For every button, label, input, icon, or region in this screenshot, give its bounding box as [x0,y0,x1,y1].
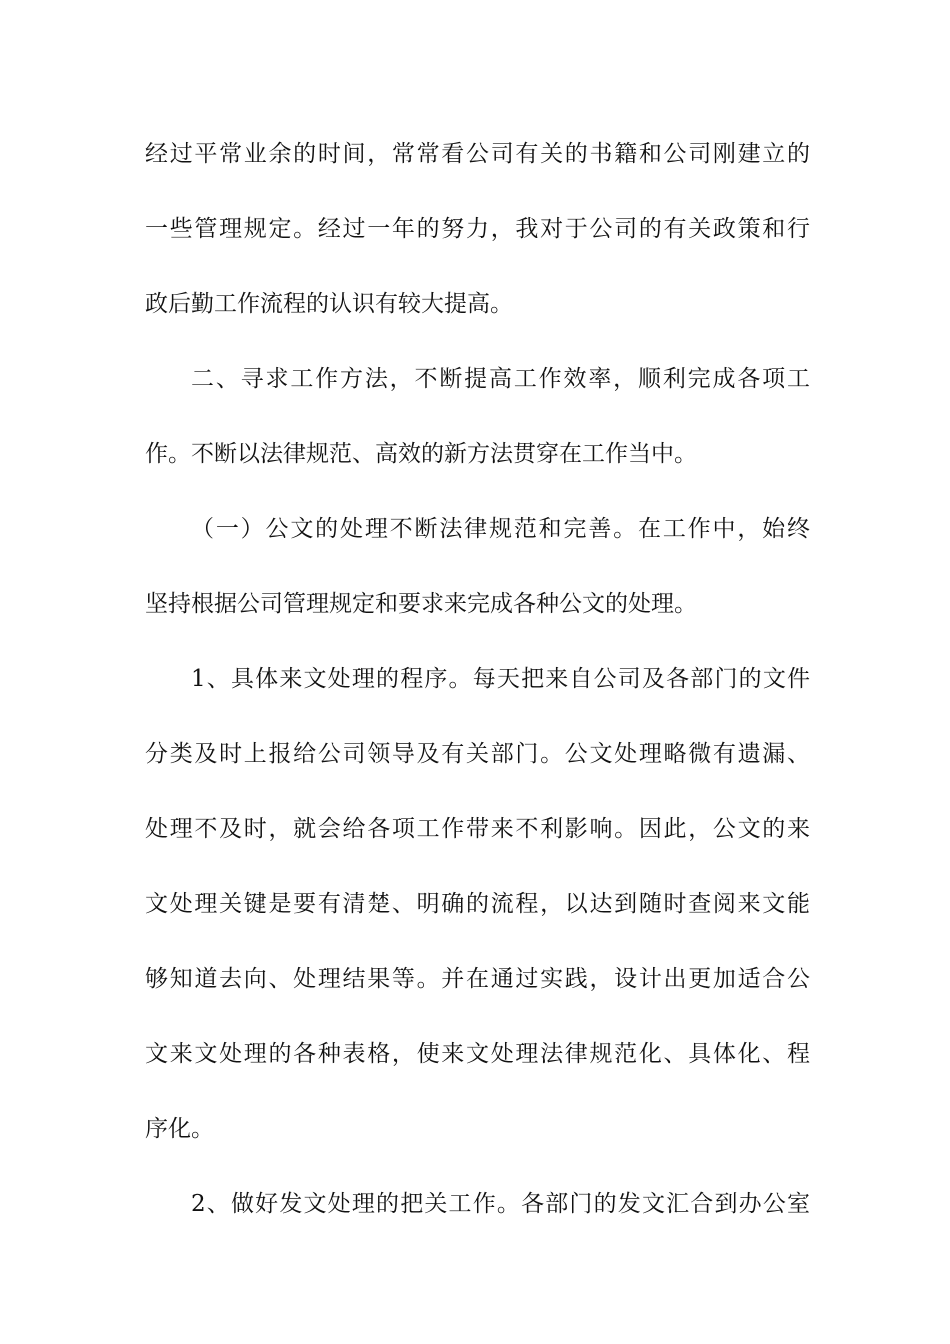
paragraph-2-line-2: 作。不断以法律规范、高效的新方法贯穿在工作当中。 [145,441,697,467]
paragraph-3-line-1: （一）公文的处理不断法律规范和完善。在工作中，始终 [191,516,810,542]
paragraph-4-line-4: 文处理关键是要有清楚、明确的流程，以达到随时查阅来文能 [145,891,810,917]
paragraph-5-line-1: 2、做好发文处理的把关工作。各部门的发文汇合到办公室 [191,1191,810,1217]
paragraph-4-line-3: 处理不及时，就会给各项工作带来不利影响。因此，公文的来 [145,816,810,842]
paragraph-3-line-2: 坚持根据公司管理规定和要求来完成各种公文的处理。 [145,591,697,617]
paragraph-4-line-1: 1、具体来文处理的程序。每天把来自公司及各部门的文件 [191,666,810,692]
paragraph-4-line-2: 分类及时上报给公司领导及有关部门。公文处理略微有遗漏、 [145,741,810,767]
paragraph-1-line-2: 一些管理规定。经过一年的努力，我对于公司的有关政策和行 [145,216,810,242]
paragraph-4-line-5: 够知道去向、处理结果等。并在通过实践，设计出更加适合公 [145,966,810,992]
paragraph-4-line-7: 序化。 [145,1116,214,1142]
paragraph-4-line-6: 文来文处理的各种表格，使来文处理法律规范化、具体化、程 [145,1041,810,1067]
paragraph-1-line-1: 经过平常业余的时间，常常看公司有关的书籍和公司刚建立的 [145,141,810,167]
paragraph-2-line-1: 二、寻求工作方法，不断提高工作效率，顺利完成各项工 [191,366,810,392]
paragraph-1-line-3: 政后勤工作流程的认识有较大提高。 [145,291,513,317]
